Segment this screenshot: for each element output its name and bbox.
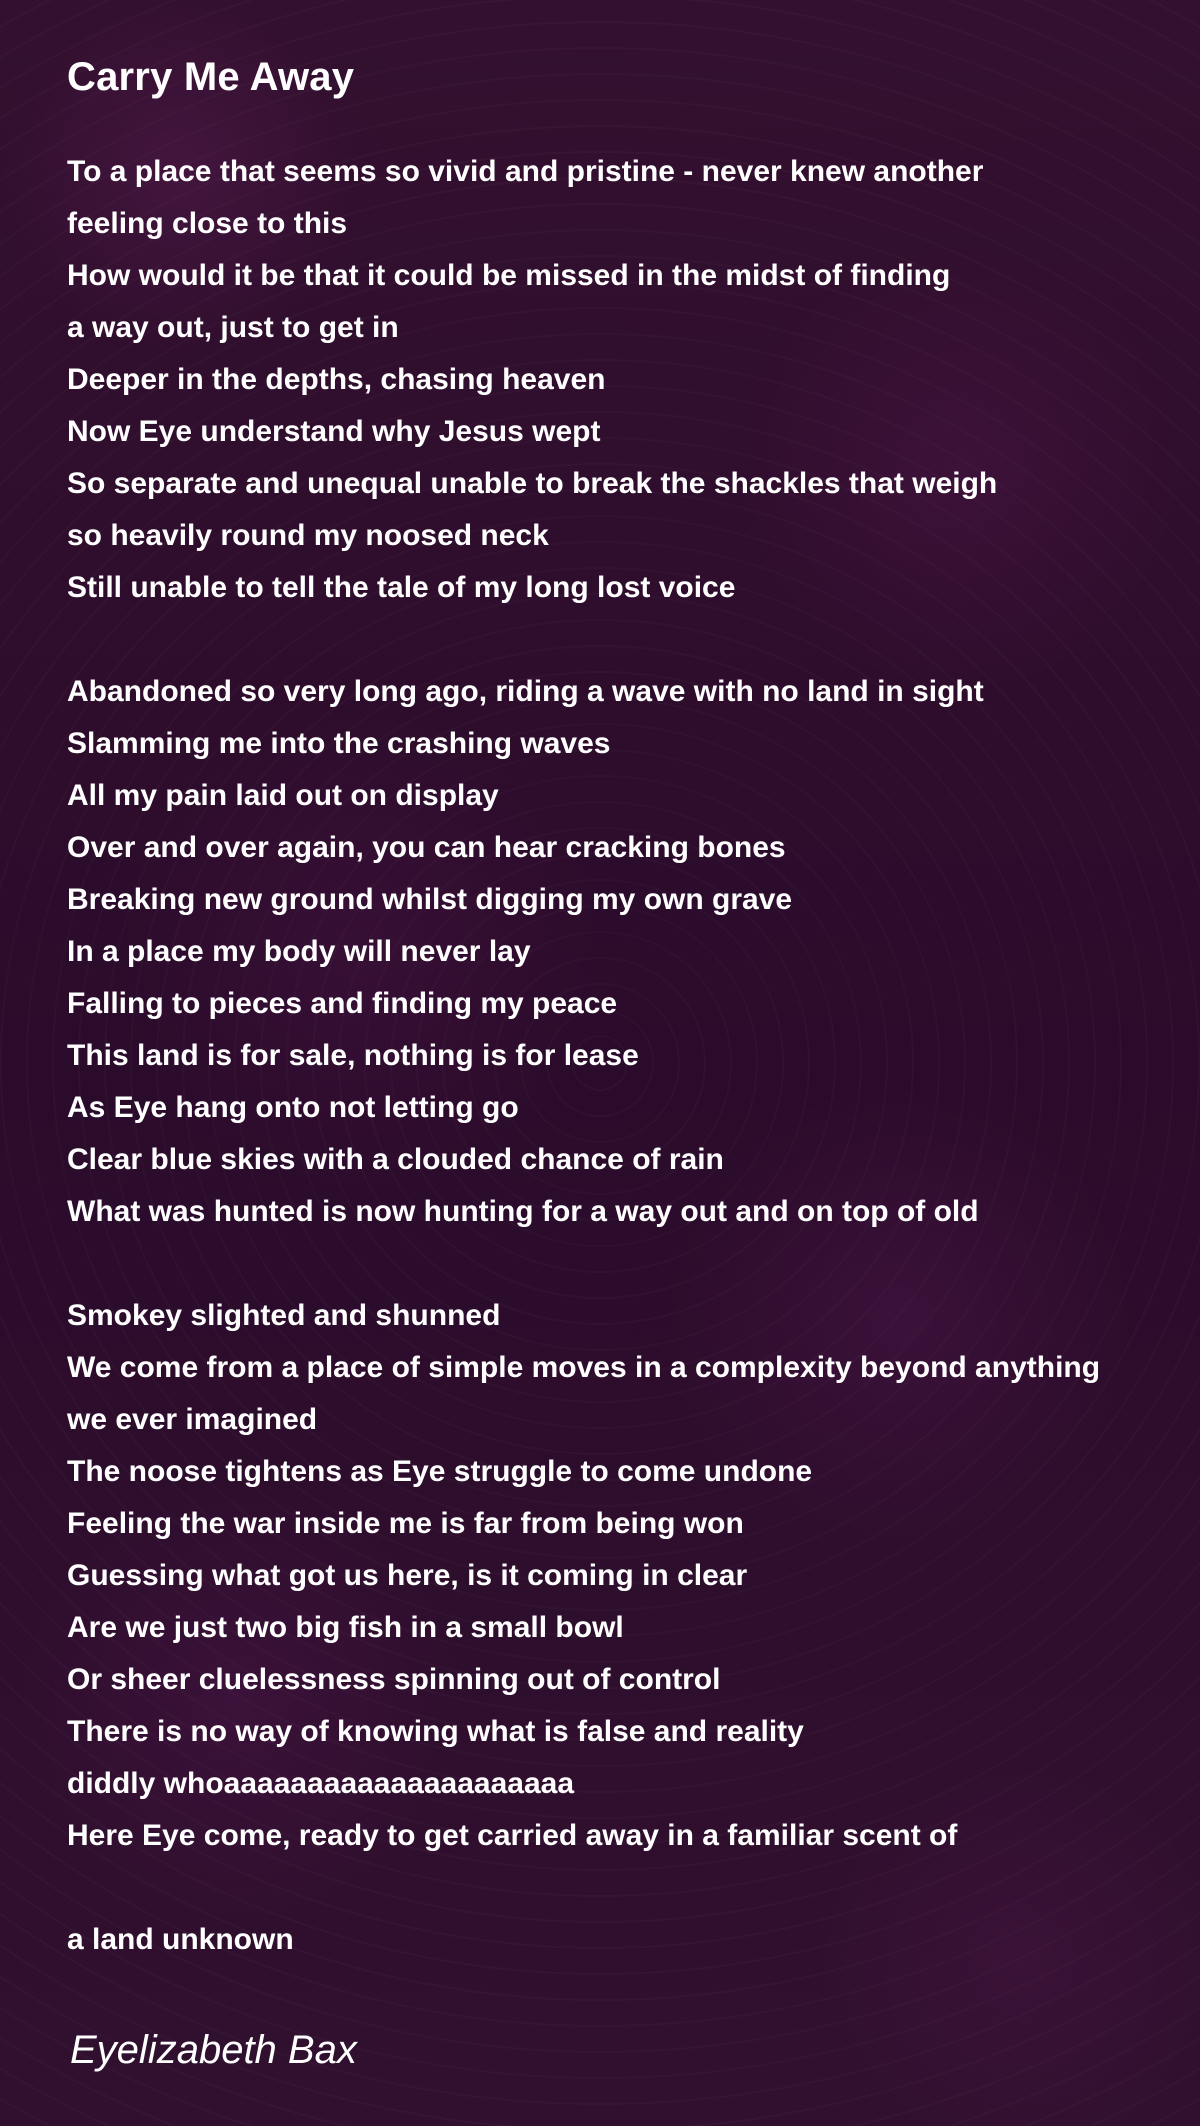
poem-line: Are we just two big fish in a small bowl bbox=[67, 1611, 624, 1644]
poem-body bbox=[67, 146, 1187, 1966]
poem-stanza-break bbox=[67, 1862, 1187, 1914]
poem-line: Still unable to tell the tale of my long lost voice bbox=[67, 571, 736, 604]
poem-line: The noose tightens as Eye struggle to come undone bbox=[67, 1455, 813, 1488]
poem-line: We come from a place of simple moves in a complexity beyond anything bbox=[67, 1351, 1101, 1384]
poem-line: As Eye hang onto not letting go bbox=[67, 1091, 519, 1124]
poem-line: Deeper in the depths, chasing heaven bbox=[67, 363, 606, 396]
poem-line: a way out, just to get in bbox=[67, 311, 399, 344]
poem-author: Eyelizabeth Bax bbox=[70, 2028, 357, 2072]
poem-line: Or sheer cluelessness spinning out of control bbox=[67, 1663, 721, 1696]
poem-line: How would it be that it could be missed in the midst of finding bbox=[67, 259, 951, 292]
poem-line: Breaking new ground whilst digging my own grave bbox=[67, 883, 793, 916]
poem-line: a land unknown bbox=[67, 1923, 294, 1956]
poem-line: feeling close to this bbox=[67, 207, 348, 240]
poem-line: So separate and unequal unable to break the shackles that weigh bbox=[67, 467, 998, 500]
poem-line: To a place that seems so vivid and pristine - never knew another bbox=[67, 155, 984, 188]
poem-stanza-break bbox=[67, 1238, 1187, 1290]
poem-line: Feeling the war inside me is far from being won bbox=[67, 1507, 744, 1540]
poem-line: Clear blue skies with a clouded chance of rain bbox=[67, 1143, 724, 1176]
poem-line: Smokey slighted and shunned bbox=[67, 1299, 501, 1332]
poem-line: Now Eye understand why Jesus wept bbox=[67, 415, 601, 448]
poem-line: Over and over again, you can hear cracking bones bbox=[67, 831, 786, 864]
poem-line: There is no way of knowing what is false and reality bbox=[67, 1715, 804, 1748]
poem-line: so heavily round my noosed neck bbox=[67, 519, 549, 552]
poem-line: Here Eye come, ready to get carried away in a familiar scent of bbox=[67, 1819, 958, 1852]
poem-stanza-break bbox=[67, 614, 1187, 666]
poem-title: Carry Me Away bbox=[67, 55, 355, 99]
poem-line: Abandoned so very long ago, riding a wave with no land in sight bbox=[67, 675, 984, 708]
poem-line: All my pain laid out on display bbox=[67, 779, 499, 812]
poem-line: Guessing what got us here, is it coming in clear bbox=[67, 1559, 748, 1592]
poem-line: What was hunted is now hunting for a way out and on top of old bbox=[67, 1195, 979, 1228]
poem-line: Slamming me into the crashing waves bbox=[67, 727, 611, 760]
poem-line: diddly whoaaaaaaaaaaaaaaaaaaaaa bbox=[67, 1767, 575, 1800]
poem-line: we ever imagined bbox=[67, 1403, 318, 1436]
poem-line: In a place my body will never lay bbox=[67, 935, 531, 968]
poem-card bbox=[67, 48, 1187, 1956]
poem-line: This land is for sale, nothing is for lease bbox=[67, 1039, 639, 1072]
poem-line: Falling to pieces and finding my peace bbox=[67, 987, 618, 1020]
